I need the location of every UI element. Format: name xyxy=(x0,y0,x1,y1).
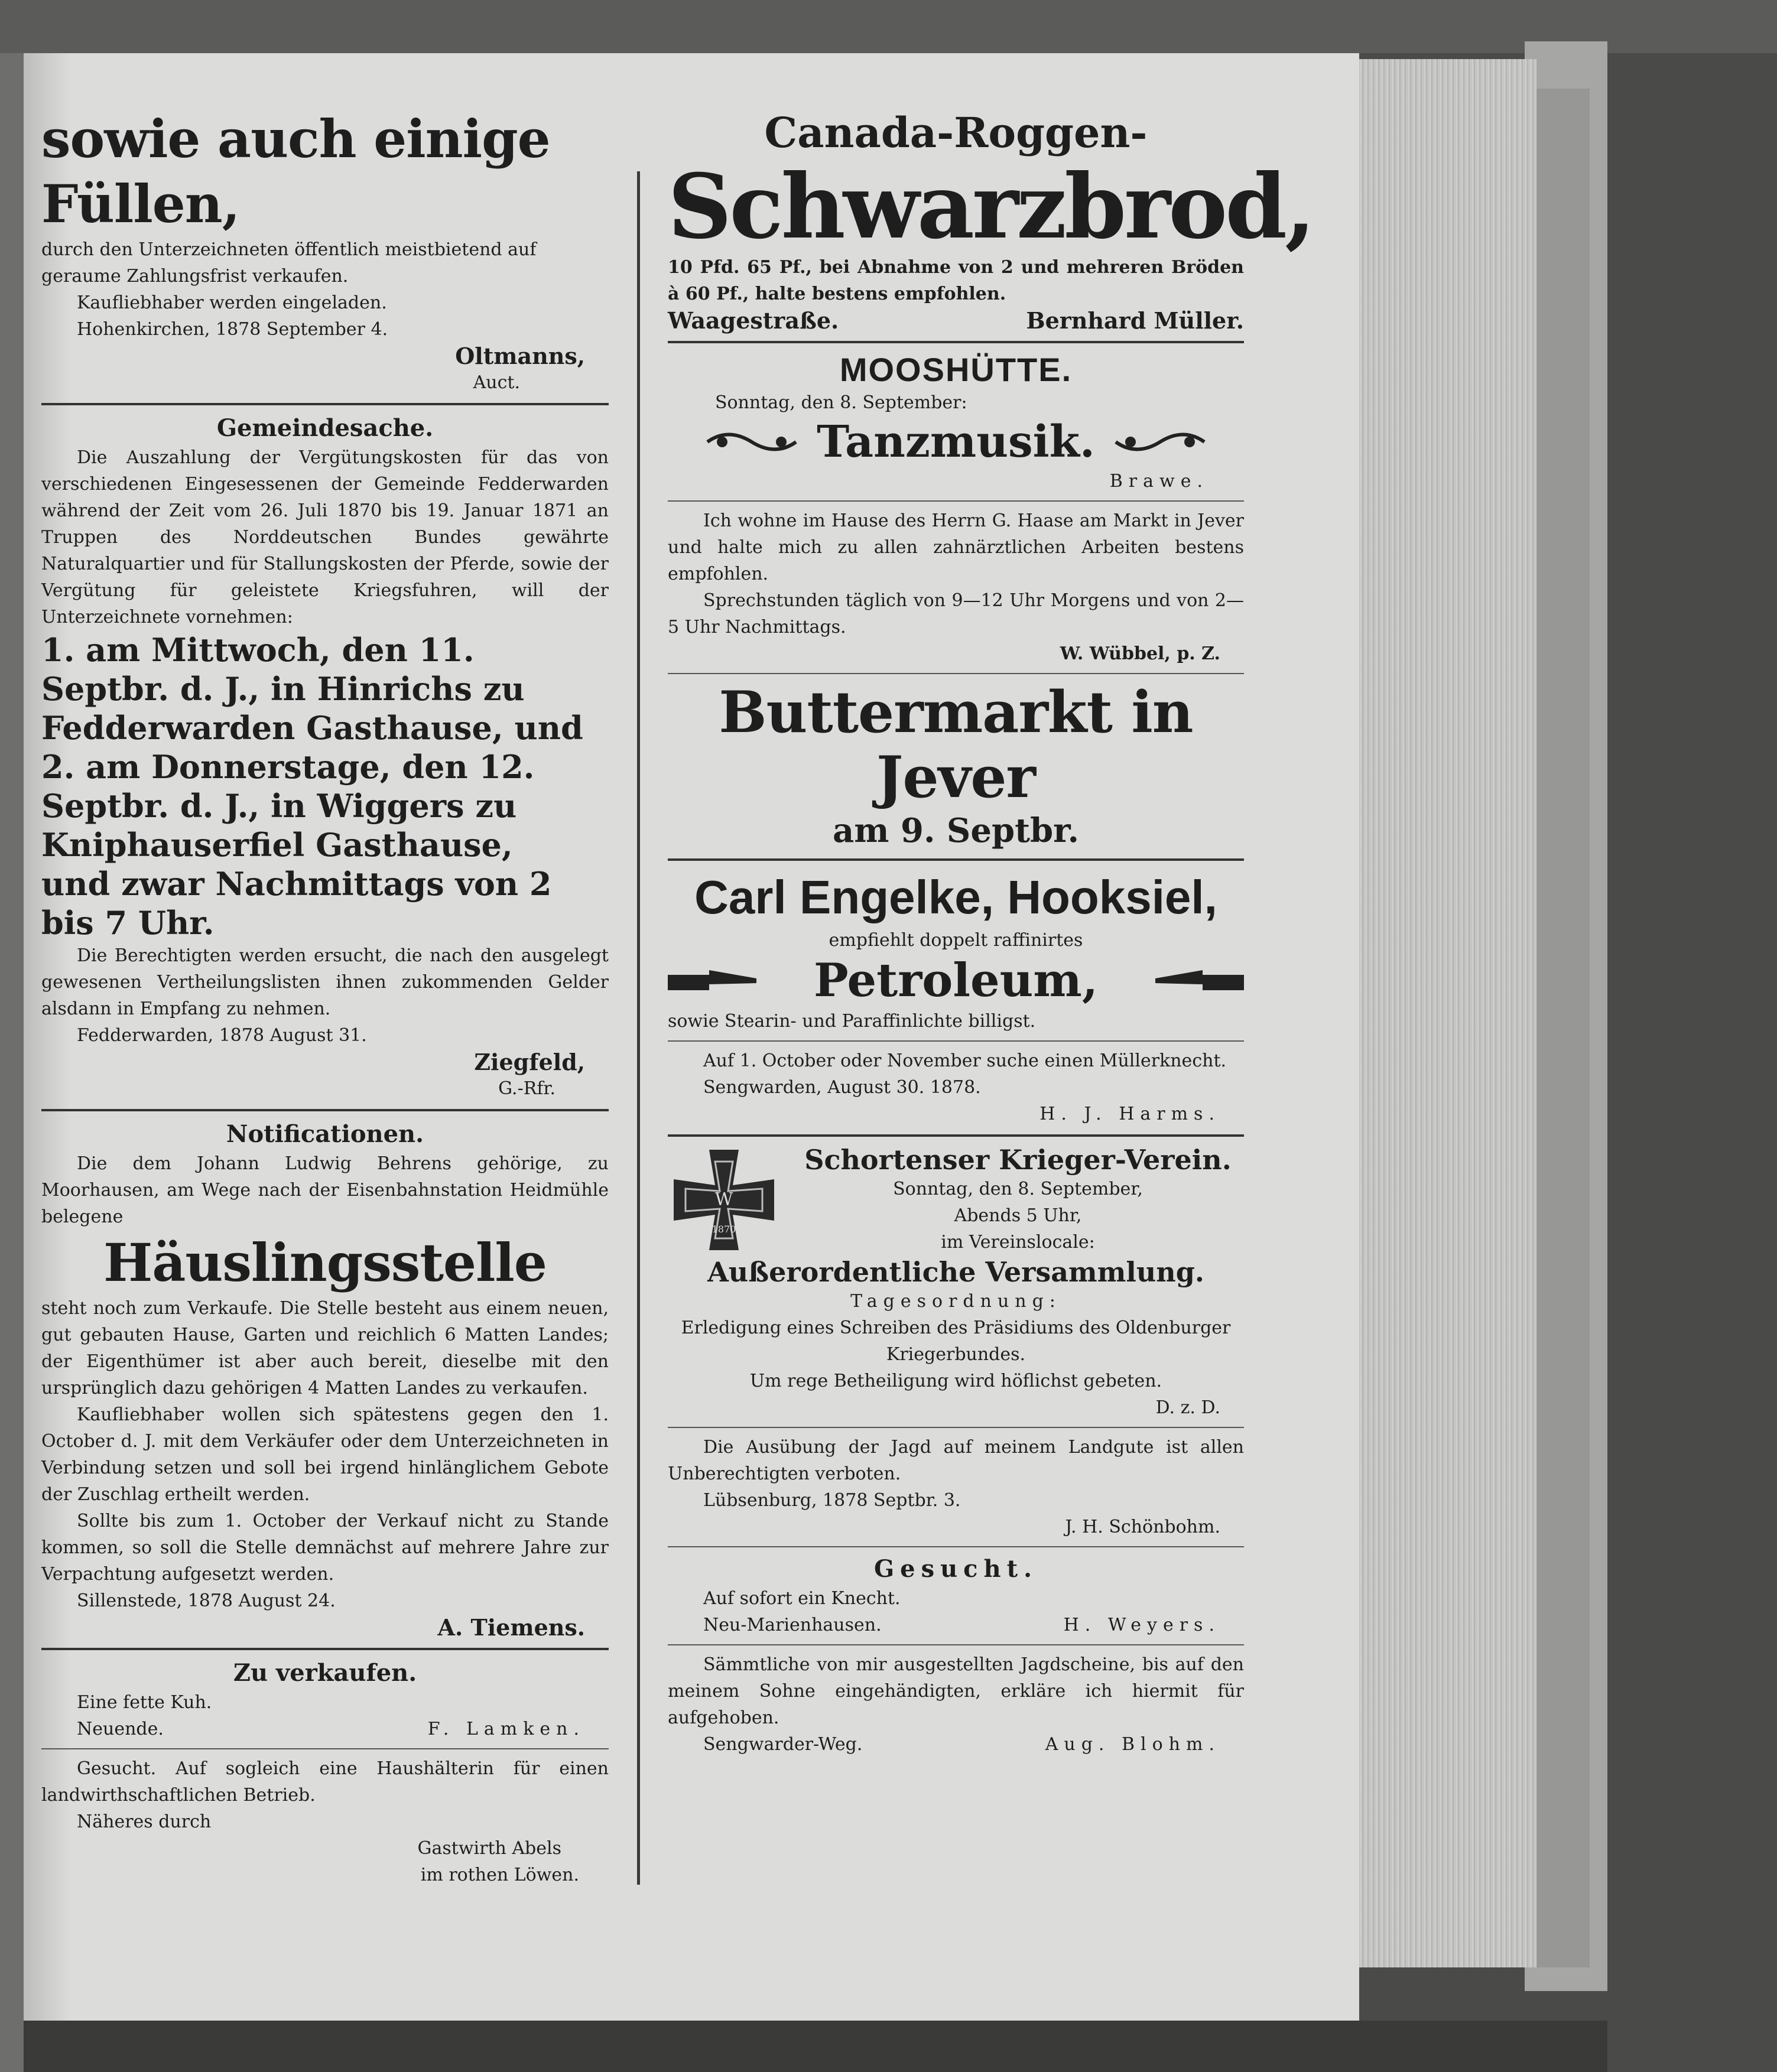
headline: Buttermarkt in Jever xyxy=(719,679,1193,811)
body-text: Die dem Johann Ludwig Behrens gehörige, zu Moorhausen, am Wege nach der Eisenbahnstation Heidmühle belegene xyxy=(41,1153,609,1227)
ornament-left-icon xyxy=(704,427,799,457)
signature: Ziegfeld, xyxy=(474,1049,585,1075)
ad-zahnarzt xyxy=(668,508,1244,667)
ad-buttermarkt xyxy=(668,680,1244,851)
section-title: Gesucht. xyxy=(873,1555,1038,1583)
signature: Gastwirth Abels xyxy=(417,1838,561,1859)
section-title: Zu verkaufen. xyxy=(233,1659,417,1687)
body-text: Ich wohne im Hause des Herrn G. Haase am Markt in Jever und halte mich zu allen zahnärztlichen Arbeiten bestens empfohlen. xyxy=(668,510,1244,584)
headline: Tanzmusik. xyxy=(817,417,1095,467)
signature: Aug. Blohm. xyxy=(1045,1734,1220,1755)
agenda-label: Tagesordnung: xyxy=(850,1291,1061,1312)
body-text: Die Ausübung der Jagd auf meinem Landgute ist allen Unberechtigten verboten. xyxy=(668,1437,1244,1484)
signature: Bernhard Müller. xyxy=(1026,307,1244,334)
ad-gesucht-knecht xyxy=(668,1553,1244,1638)
street: Waagestraße. xyxy=(668,307,839,334)
divider xyxy=(668,1134,1244,1137)
list-item: 2. am Donnerstage, den 12. Septbr. d. J., in Wiggers zu Kniphauserfiel Gasthause, xyxy=(41,748,535,864)
body-text: 10 Pfd. 65 Pf., bei Abnahme von 2 und mehreren Bröden à 60 Pf., halte bestens empfohlen. xyxy=(668,257,1244,304)
left-column xyxy=(41,106,609,1888)
body-text: Sollte bis zum 1. October der Verkauf nicht zu Stande kommen, so soll die Stelle demnächst auf mehrere Jahre zur Verpachtung aufgesetzt werden. xyxy=(41,1511,609,1585)
signature: Oltmanns, xyxy=(455,343,585,369)
ad-zu-verkaufen xyxy=(41,1657,609,1742)
signature: H. J. Harms. xyxy=(1039,1104,1220,1124)
divider xyxy=(41,1648,609,1650)
sub-headline: am 9. Septbr. xyxy=(832,811,1080,850)
body-text: Sprechstunden täglich von 9—12 Uhr Morgens und von 2—5 Uhr Nachmittags. xyxy=(668,590,1244,637)
dateline: Sengwarden, August 30. 1878. xyxy=(703,1077,981,1098)
place: Neuende. xyxy=(77,1719,164,1739)
body-text: Die Auszahlung der Vergütungskosten für das von verschiedenen Eingesessenen der Gemeinde Fedderwarden während der Zeit vom 26. Juli 1870 bis 19. Januar 1871 an Truppen des Norddeutschen Bundes gewährte Naturalquartier und für Stallungskosten der Pferde, sowie der Vergütung für geleistete Kriegsfuhren, will der Unterzeichnete vornehmen: xyxy=(41,447,609,627)
text-line: Kaufliebhaber werden eingeladen. xyxy=(77,292,387,313)
iron-cross-icon xyxy=(668,1144,780,1256)
agenda-item: Erledigung eines Schreiben des Präsidiums des Oldenburger Kriegerbundes. xyxy=(681,1318,1231,1365)
place: Neu-Marienhausen. xyxy=(703,1615,882,1635)
signature-line: im rothen Löwen. xyxy=(420,1865,579,1885)
ad-mooshuette xyxy=(668,350,1244,495)
ornament-right-icon xyxy=(1113,427,1207,457)
signature-role: G.-Rfr. xyxy=(498,1078,555,1099)
signature: D. z. D. xyxy=(1155,1397,1220,1418)
divider xyxy=(668,1546,1244,1547)
headline: Häuslingsstelle xyxy=(103,1232,547,1293)
divider xyxy=(668,1427,1244,1428)
signature: Brawe. xyxy=(1109,471,1209,492)
headline: sowie auch einige Füllen, xyxy=(41,108,550,235)
body-text: Sämmtliche von mir ausgestellten Jagdscheine, bis auf den meinem Sohne eingehändigten, erkläre ich hiermit für aufgehoben. xyxy=(668,1654,1244,1728)
text-line: durch den Unterzeichneten öffentlich meistbietend auf xyxy=(41,239,537,260)
divider xyxy=(668,341,1244,343)
ad-jagdverbot xyxy=(668,1434,1244,1540)
ad-schwarzbrod xyxy=(668,106,1314,334)
text-line: sowie Stearin- und Paraffinlichte billigst. xyxy=(668,1011,1036,1032)
page-stack-edge xyxy=(1359,59,1536,1967)
scan-bottom-edge xyxy=(24,2021,1607,2072)
dateline: Lübsenburg, 1878 Septbr. 3. xyxy=(703,1490,961,1511)
right-column xyxy=(668,106,1314,1758)
signature: J. H. Schönbohm. xyxy=(1065,1517,1220,1537)
ad-muellerknecht xyxy=(668,1048,1244,1127)
scan-background xyxy=(0,0,1777,53)
ad-krieger-verein xyxy=(668,1144,1244,1421)
dateline: Hohenkirchen, 1878 September 4. xyxy=(77,319,388,340)
divider xyxy=(668,673,1244,674)
section-title: Notificationen. xyxy=(226,1120,424,1148)
cross-letter: W xyxy=(714,1189,733,1210)
section-title: MOOSHÜTTE. xyxy=(839,351,1073,388)
text-line: empfiehlt doppelt raffinirtes xyxy=(829,930,1083,951)
body-text: Auf 1. October oder November suche einen Müllerknecht. xyxy=(703,1050,1227,1071)
body-text: Kaufliebhaber wollen sich spätestens gegen den 1. October d. J. mit dem Verkäufer oder dem Unterzeichneten in Verbindung setzen und soll bei irgend hinlänglichem Gebote der Zuschlag ertheilt werden. xyxy=(41,1404,609,1505)
date-line: Sonntag, den 8. September, xyxy=(893,1179,1143,1199)
dateline: Sillenstede, 1878 August 24. xyxy=(77,1590,336,1611)
divider xyxy=(668,858,1244,861)
appeal: Um rege Betheiligung wird höflichst gebeten. xyxy=(749,1371,1162,1391)
headline-top: Canada-Roggen- xyxy=(764,108,1148,157)
text-line: geraume Zahlungsfrist verkaufen. xyxy=(41,266,349,287)
body-text: Gesucht. Auf sogleich eine Haushälterin für einen landwirthschaftlichen Betrieb. xyxy=(41,1758,609,1806)
signature: H. Weyers. xyxy=(1063,1615,1220,1635)
time-line: Abends 5 Uhr, xyxy=(954,1205,1082,1226)
column-divider xyxy=(637,171,640,1885)
ad-petroleum xyxy=(668,868,1244,1035)
pointing-hand-right-icon xyxy=(668,967,762,995)
divider xyxy=(41,1109,609,1111)
product: Petroleum, xyxy=(814,954,1098,1007)
ad-gesucht-haushaelterin xyxy=(41,1755,609,1888)
signature-role: Auct. xyxy=(473,372,520,393)
text-line: Eine fette Kuh. xyxy=(77,1692,212,1713)
body-text: Auf sofort ein Knecht. xyxy=(703,1588,901,1609)
text-line: Näheres durch xyxy=(77,1811,212,1832)
signature: W. Wübbel, p. Z. xyxy=(1060,643,1220,664)
section-title: Gemeindesache. xyxy=(216,414,434,442)
signature: F. Lamken. xyxy=(427,1719,585,1739)
place: Sengwarder-Weg. xyxy=(703,1734,863,1755)
time-line: und zwar Nachmittags von 2 bis 7 Uhr. xyxy=(41,865,552,942)
dateline: Fedderwarden, 1878 August 31. xyxy=(77,1025,367,1046)
ad-jagdscheine xyxy=(668,1651,1244,1758)
section-title: Schortenser Krieger-Verein. xyxy=(804,1144,1232,1176)
ad-notificationen xyxy=(41,1118,609,1641)
body-text: steht noch zum Verkaufe. Die Stelle besteht aus einem neuen, gut gebauten Hause, Garten und reichlich 6 Matten Landes; der Eigenthümer ist aber auch bereit, dieselbe mit den ursprünglich dazu gehörigen 4 Matten Landes zu verkaufen. xyxy=(41,1298,609,1398)
divider xyxy=(41,1748,609,1749)
headline: Außerordentliche Versammlung. xyxy=(707,1256,1204,1288)
divider xyxy=(668,500,1244,502)
book-cover-inner xyxy=(1536,89,1590,1967)
date-line: Sonntag, den 8. September: xyxy=(715,392,967,413)
headline: Carl Engelke, Hooksiel, xyxy=(694,871,1217,923)
divider xyxy=(668,1040,1244,1042)
cross-year: 1870 xyxy=(712,1224,736,1235)
place-line: im Vereinslocale: xyxy=(941,1232,1095,1253)
ad-gemeindesache xyxy=(41,412,609,1102)
list-item: 1. am Mittwoch, den 11. Septbr. d. J., in Hinrichs zu Fedderwarden Gasthause, und xyxy=(41,631,583,747)
signature: A. Tiemens. xyxy=(437,1614,585,1641)
body-text: Die Berechtigten werden ersucht, die nach den ausgelegt gewesenen Vertheilungslisten ihnen zukommenden Gelder alsdann in Empfang zu nehmen. xyxy=(41,945,609,1019)
divider xyxy=(668,1644,1244,1645)
ad-auction-foals xyxy=(41,106,609,396)
pointing-hand-left-icon xyxy=(1149,967,1244,995)
divider xyxy=(41,403,609,405)
headline: Schwarzbrod, xyxy=(668,155,1314,259)
